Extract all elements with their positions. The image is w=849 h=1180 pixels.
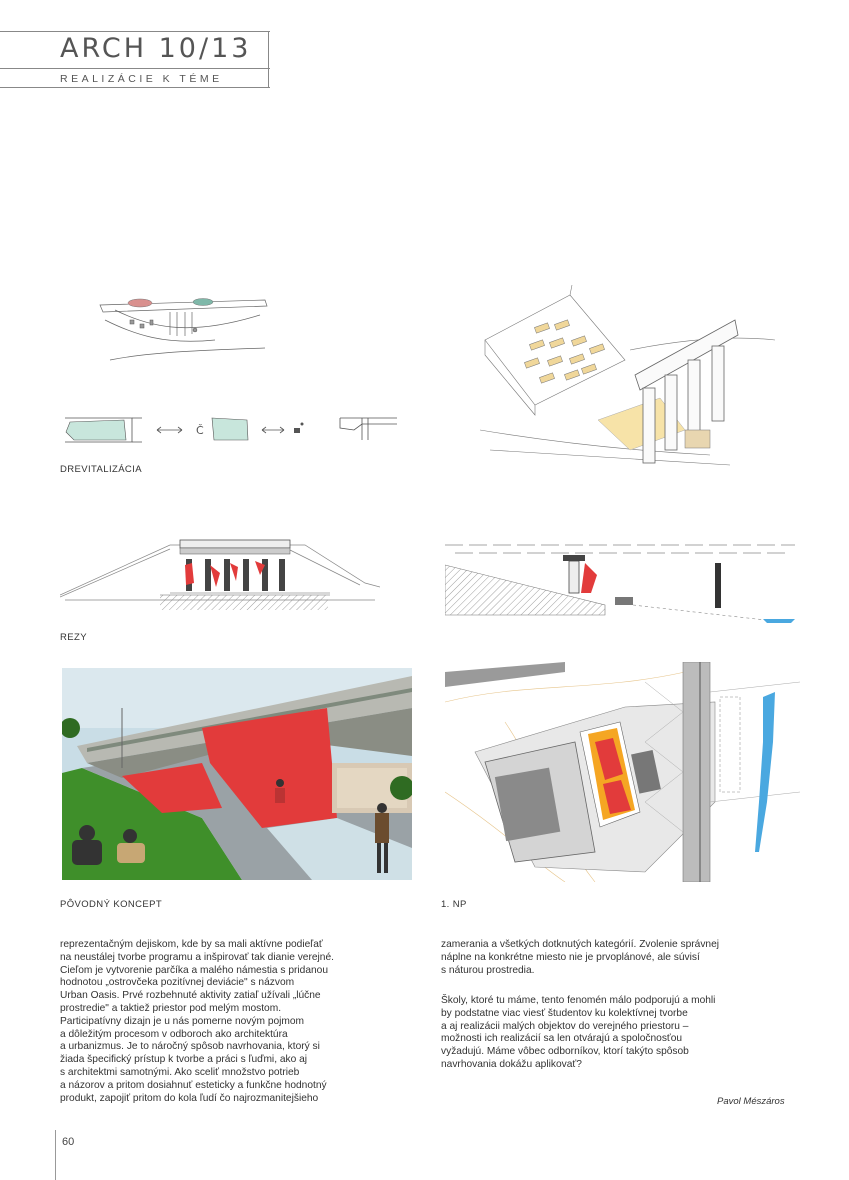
header-rule-vertical bbox=[268, 31, 269, 87]
svg-text:Č: Č bbox=[196, 424, 204, 437]
caption-concept: PÔVODNÝ KONCEPT bbox=[60, 899, 163, 910]
caption-revitalization: DREVITALIZÁCIA bbox=[60, 464, 142, 475]
page-number: 60 bbox=[62, 1136, 75, 1148]
header-rule-bottom bbox=[0, 87, 270, 88]
header-rule-middle bbox=[0, 68, 270, 69]
body-column-left: reprezentačným dejiskom, kde by sa mali aktívne podieľať na neustálej tvorbe programu a inšpirovať tak dianie verejné. Cieľom je vytvorenie parčíka a malého námestia s pridanou hodnotou „ostrovčeka pozitívnej deviácie" s názvom Urban Oasis. Prvé rozbehnuté aktivity zatiaľ užívali „lúčne prostredie" a taktiež priestor pod melým mostom. Participatívny dizajn je u nás pomerne novým pojmom a dôležitým procesom v odboroch ako architektúra a urbanizmus. Je to náročný spôsob navrhovania, ktorý si žiada špecifický prístup k tvorbe a práci s ľuďmi, ako aj s architektmi samotnými. Ako sceliť množstvo potrieb a názorov a pritom dosiahnuť esteticky a funkčne hodnotný produkt, zapojiť pritom do kola ľudí čo najrozmanitejšieho bbox=[60, 939, 334, 1104]
revitalization-strip bbox=[62, 410, 402, 445]
floor-plan-drawing bbox=[445, 662, 800, 882]
concept-rendering bbox=[62, 668, 412, 880]
header-rule-top bbox=[0, 31, 270, 32]
caption-sections: REZY bbox=[60, 632, 87, 643]
caption-floor-plan: 1. NP bbox=[441, 899, 467, 910]
overview-sketch bbox=[95, 290, 270, 370]
body-column-right-paragraph-2: Školy, ktoré tu máme, tento fenomén málo podporujú a mohli by podstatne viac viesť študentov ku kolektívnej tvorbe a aj realizácii malých objektov do verejného priestoru – možnosti ich realizácií sa len otvárajú a spoločnosťou vyžadujú. Máme vôbec odborníkov, ktorí takýto spôsob navrhovania dokážu aplikovať? bbox=[441, 995, 716, 1070]
page-number-rule bbox=[55, 1130, 56, 1180]
section-subtitle: REALIZÁCIE K TÉME bbox=[60, 73, 223, 85]
section-right bbox=[445, 535, 800, 630]
section-left bbox=[60, 535, 380, 615]
body-column-right-paragraph-1: zamerania a všetkých dotknutých kategórií. Zvolenie správnej náplne na konkrétne miesto nie je prvoplánové, ale súvisí s náturou prostredia. bbox=[441, 939, 720, 976]
perspective-sketch bbox=[480, 280, 780, 470]
magazine-title: ARCH 10/13 bbox=[60, 33, 252, 64]
author-signature: Pavol Mészáros bbox=[717, 1096, 785, 1107]
